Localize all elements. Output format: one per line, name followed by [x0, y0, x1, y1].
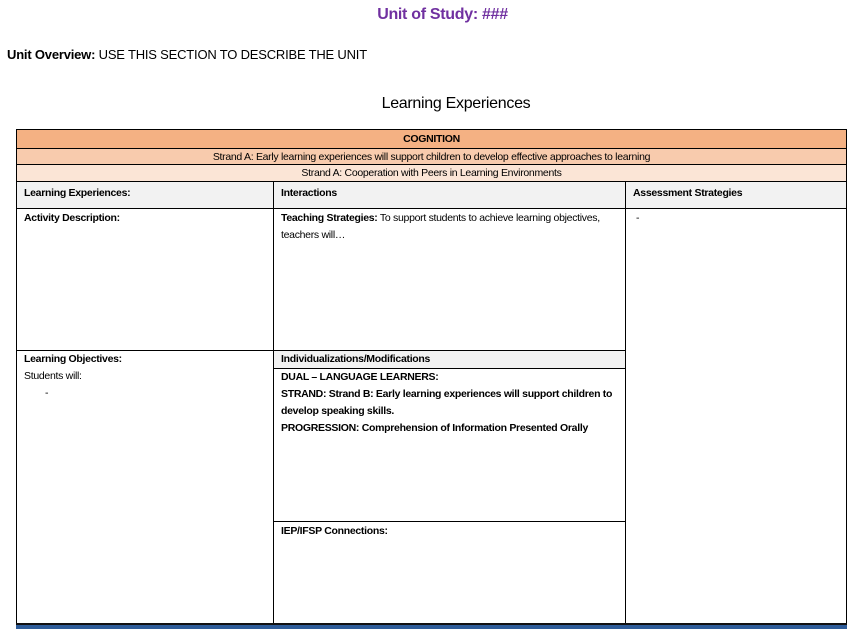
- activity-label: Activity Description:: [24, 212, 120, 224]
- dll-cell[interactable]: [273, 368, 626, 522]
- assessment-cell[interactable]: [625, 208, 847, 624]
- iep-label: IEP/IFSP Connections:: [281, 525, 388, 537]
- unit-overview: [7, 47, 367, 62]
- objectives-bullet: -: [45, 387, 49, 399]
- section-title: Learning Experiences: [381, 95, 531, 112]
- dll-line: DUAL – LANGUAGE LEARNERS:: [281, 371, 439, 383]
- sub-strand-row: Strand A: Cooperation with Peers in Learning Environments: [16, 164, 847, 182]
- dll-line: STRAND: Strand B: Early learning experiences will support children to develop speaking skills.: [281, 388, 613, 417]
- individualizations-header: Individualizations/Modifications: [273, 350, 626, 369]
- objectives-text: Students will:: [24, 370, 82, 382]
- header-learning-experiences: Learning Experiences:: [16, 181, 274, 209]
- domain-row: COGNITION: [16, 129, 847, 149]
- footer-bar: [16, 623, 847, 629]
- header-assessment: Assessment Strategies: [625, 181, 847, 209]
- learning-objectives-cell[interactable]: [16, 350, 274, 624]
- teaching-strategies-cell[interactable]: [273, 208, 626, 351]
- overview-label: Unit Overview:: [7, 47, 96, 62]
- objectives-label: Learning Objectives:: [24, 353, 122, 365]
- dll-line: PROGRESSION: Comprehension of Information Presented Orally: [281, 422, 588, 434]
- overview-text: USE THIS SECTION TO DESCRIBE THE UNIT: [95, 47, 367, 62]
- iep-ifsp-cell[interactable]: [273, 521, 626, 624]
- teaching-text: To support students to achieve learning objectives, teachers will…: [281, 212, 600, 241]
- assessment-text: -: [636, 212, 640, 224]
- unit-title: Unit of Study: ###: [377, 6, 508, 23]
- strand-row: Strand A: Early learning experiences will support children to develop effective approaches to learning: [16, 148, 847, 165]
- teaching-label: Teaching Strategies:: [281, 212, 378, 224]
- activity-description-cell[interactable]: [16, 208, 274, 351]
- header-interactions: Interactions: [273, 181, 626, 209]
